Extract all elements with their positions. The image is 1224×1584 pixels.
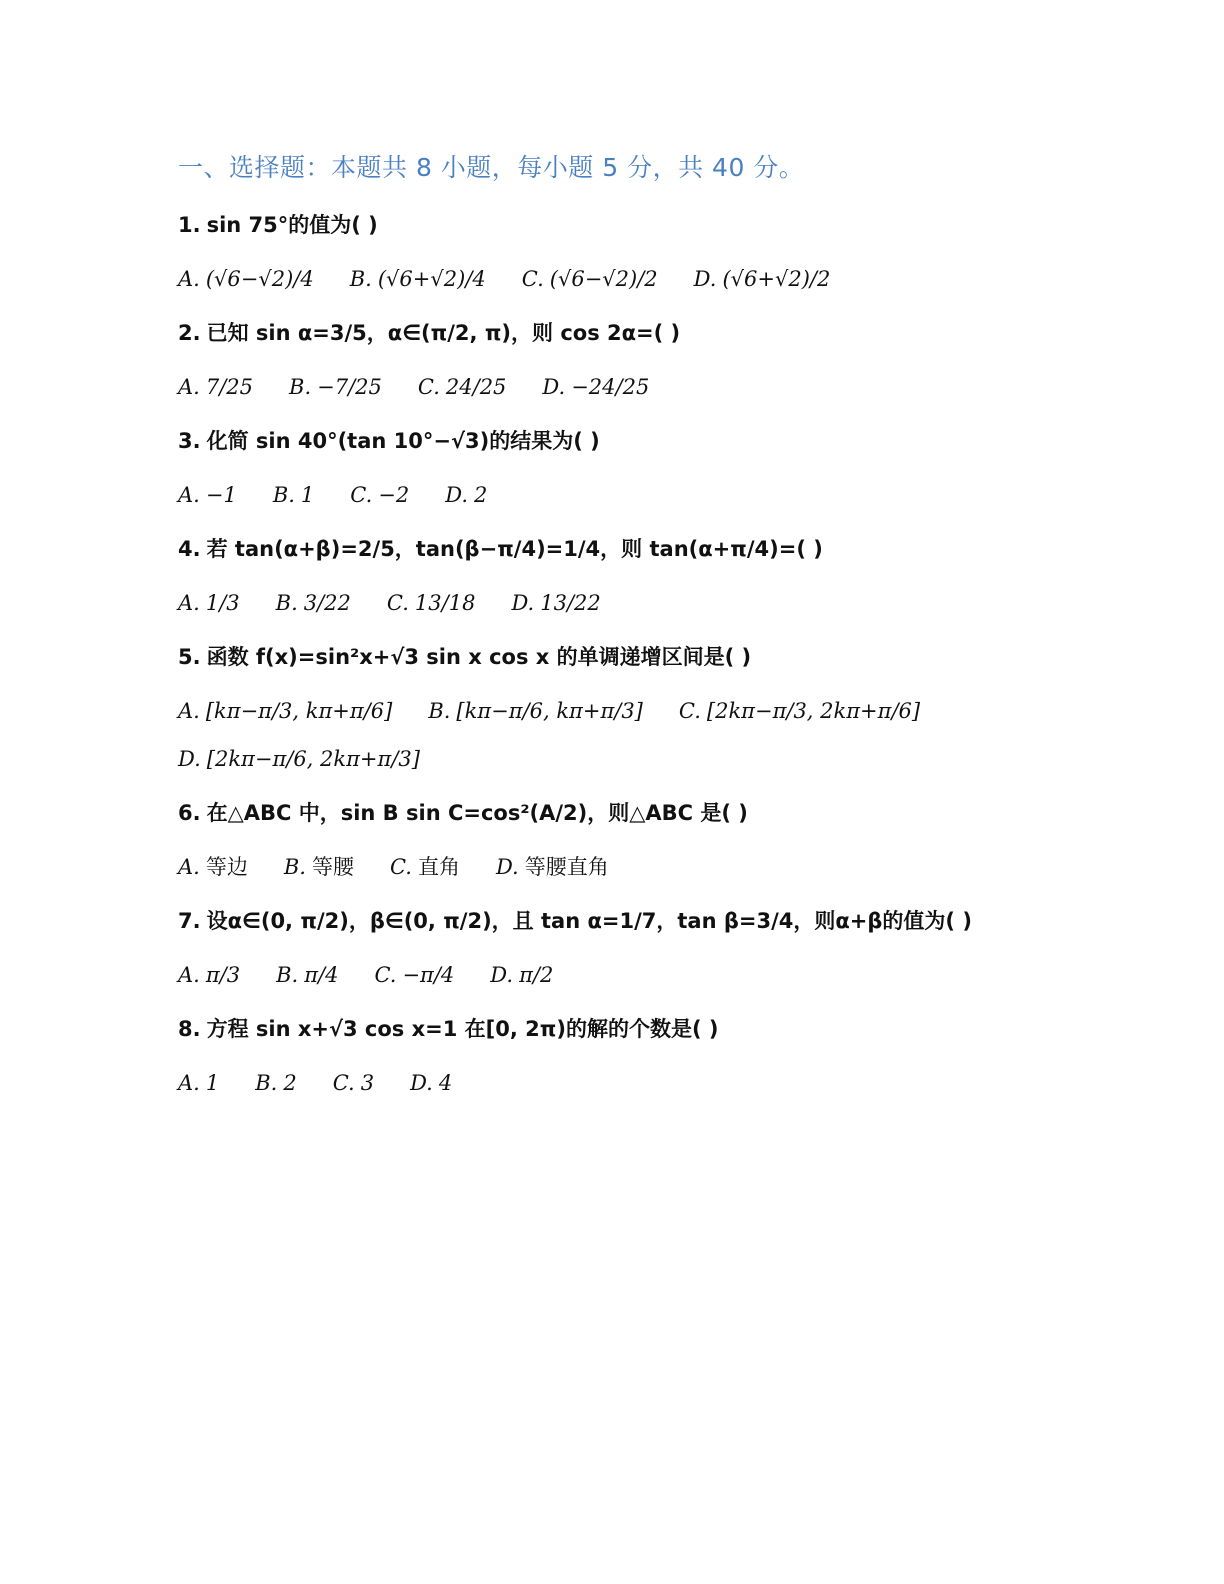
option-d [694, 264, 831, 294]
option-letter: A. [178, 267, 200, 291]
option-letter: C. [332, 1071, 355, 1095]
question-text: 设α∈(0, π/2)，β∈(0, π/2)，且 tan α=1/7，tan β=3/4，则α+β的值为( ) [206, 909, 972, 933]
option-text: 直角 [417, 855, 460, 879]
question-stem [178, 798, 1078, 828]
option-text: 4 [438, 1071, 453, 1095]
question-stem [178, 906, 1078, 936]
option-list [178, 1068, 1038, 1098]
option-text: (√6−√2)/4 [205, 267, 314, 291]
option-text: 等腰直角 [524, 855, 609, 879]
option-a [178, 372, 253, 402]
question-number: 8. [178, 1017, 201, 1041]
option-letter: B. [276, 963, 299, 987]
question-text: 函数 f(x)=sin²x+√3 sin x cos x 的单调递增区间是( ) [206, 645, 752, 669]
option-text: 13/18 [414, 591, 476, 615]
option-c [350, 480, 409, 510]
option-b [428, 696, 643, 726]
option-text: 7/25 [205, 375, 254, 399]
question-text: 在△ABC 中，sin B sin C=cos²(A/2)，则△ABC 是( ) [206, 801, 748, 825]
option-letter: A. [178, 699, 200, 723]
option-a [178, 852, 248, 882]
option-c [374, 960, 454, 990]
option-c [679, 696, 920, 726]
option-letter: B. [255, 1071, 278, 1095]
option-d [490, 960, 553, 990]
option-text: −π/4 [402, 963, 455, 987]
option-b [276, 960, 338, 990]
option-d [178, 744, 420, 774]
option-letter: C. [521, 267, 544, 291]
option-c [418, 372, 507, 402]
option-list [178, 696, 1038, 774]
question-number: 7. [178, 909, 201, 933]
option-b [350, 264, 486, 294]
question-3 [178, 426, 1078, 510]
option-letter: B. [275, 591, 298, 615]
option-a [178, 588, 240, 618]
option-c [333, 1068, 374, 1098]
option-letter: D. [495, 855, 519, 879]
question-number: 3. [178, 429, 201, 453]
option-text: (√6−√2)/2 [549, 267, 658, 291]
option-text: [kπ−π/6, kπ+π/3] [456, 699, 643, 723]
option-letter: C. [374, 963, 397, 987]
option-list [178, 852, 1038, 882]
question-stem [178, 534, 1078, 564]
option-letter: B. [283, 855, 306, 879]
option-d [511, 588, 600, 618]
question-number: 4. [178, 537, 201, 561]
option-text: 等腰 [311, 855, 354, 879]
option-list [178, 480, 1038, 510]
option-letter: C. [389, 855, 412, 879]
option-d [542, 372, 649, 402]
option-a [178, 1068, 219, 1098]
option-list [178, 588, 1038, 618]
option-text: π/2 [519, 963, 554, 987]
question-stem [178, 426, 1078, 456]
option-text: 1/3 [205, 591, 240, 615]
option-c [522, 264, 658, 294]
question-6 [178, 798, 1078, 882]
option-text: 2 [474, 483, 488, 507]
question-5 [178, 642, 1078, 774]
option-c [387, 588, 476, 618]
option-letter: B. [289, 375, 312, 399]
question-stem [178, 1014, 1078, 1044]
option-b [273, 480, 314, 510]
option-d [410, 1068, 452, 1098]
question-list [178, 210, 1078, 1098]
question-7 [178, 906, 1078, 990]
question-number: 2. [178, 321, 201, 345]
option-letter: C. [386, 591, 409, 615]
question-stem [178, 642, 1078, 672]
option-letter: D. [511, 591, 535, 615]
option-text: 3/22 [303, 591, 351, 615]
option-c [390, 852, 460, 882]
question-number: 1. [178, 213, 201, 237]
option-text: −24/25 [571, 375, 650, 399]
option-text: −2 [378, 483, 410, 507]
option-list [178, 264, 1038, 294]
option-d [445, 480, 487, 510]
option-text: −1 [205, 483, 237, 507]
option-a [178, 480, 237, 510]
option-text: −7/25 [317, 375, 382, 399]
option-letter: D. [410, 1071, 433, 1095]
option-a [178, 264, 314, 294]
option-letter: C. [350, 483, 373, 507]
option-text: (√6+√2)/2 [722, 267, 831, 291]
option-letter: A. [178, 963, 200, 987]
option-b [284, 852, 354, 882]
option-letter: B. [349, 267, 372, 291]
option-text: π/3 [205, 963, 241, 987]
option-letter: D. [490, 963, 514, 987]
option-b [289, 372, 382, 402]
option-text: 2 [283, 1071, 297, 1095]
option-letter: A. [178, 591, 200, 615]
option-letter: C. [417, 375, 440, 399]
exam-page [178, 148, 1078, 1122]
option-letter: A. [178, 375, 200, 399]
option-a [178, 960, 240, 990]
option-letter: A. [178, 855, 200, 879]
option-letter: D. [445, 483, 469, 507]
option-letter: D. [178, 747, 201, 771]
option-a [178, 696, 392, 726]
option-text: [kπ−π/3, kπ+π/6] [205, 699, 393, 723]
option-b [255, 1068, 296, 1098]
question-number: 6. [178, 801, 201, 825]
option-letter: A. [178, 483, 200, 507]
option-letter: A. [178, 1071, 200, 1095]
option-letter: D. [693, 267, 717, 291]
option-letter: B. [428, 699, 451, 723]
question-2 [178, 318, 1078, 402]
option-text: 等边 [205, 855, 248, 879]
question-stem [178, 210, 1078, 240]
option-text: 1 [300, 483, 315, 507]
option-letter: B. [272, 483, 295, 507]
question-text: 方程 sin x+√3 cos x=1 在[0, 2π)的解的个数是( ) [206, 1017, 719, 1041]
option-text: [2kπ−π/3, 2kπ+π/6] [706, 699, 921, 723]
question-number: 5. [178, 645, 201, 669]
question-text: 已知 sin α=3/5，α∈(π/2, π)，则 cos 2α=( ) [206, 321, 681, 345]
option-text: 13/22 [540, 591, 601, 615]
option-d [496, 852, 609, 882]
question-4 [178, 534, 1078, 618]
option-text: 1 [205, 1071, 220, 1095]
question-stem [178, 318, 1078, 348]
question-8 [178, 1014, 1078, 1098]
option-list [178, 960, 1038, 990]
question-text: sin 75°的值为( ) [206, 213, 378, 237]
option-text: 24/25 [445, 375, 507, 399]
section-title: 一、选择题：本题共 8 小题，每小题 5 分，共 40 分。 [178, 153, 805, 182]
option-letter: D. [542, 375, 566, 399]
option-text: (√6+√2)/4 [377, 267, 486, 291]
option-list [178, 372, 1038, 402]
option-b [276, 588, 351, 618]
option-text: π/4 [304, 963, 339, 987]
question-text: 若 tan(α+β)=2/5，tan(β−π/4)=1/4，则 tan(α+π/4)=( ) [206, 537, 823, 561]
option-text: [2kπ−π/6, 2kπ+π/3] [206, 747, 420, 771]
option-letter: C. [678, 699, 701, 723]
question-1 [178, 210, 1078, 294]
option-text: 3 [360, 1071, 375, 1095]
question-text: 化简 sin 40°(tan 10°−√3)的结果为( ) [206, 429, 600, 453]
